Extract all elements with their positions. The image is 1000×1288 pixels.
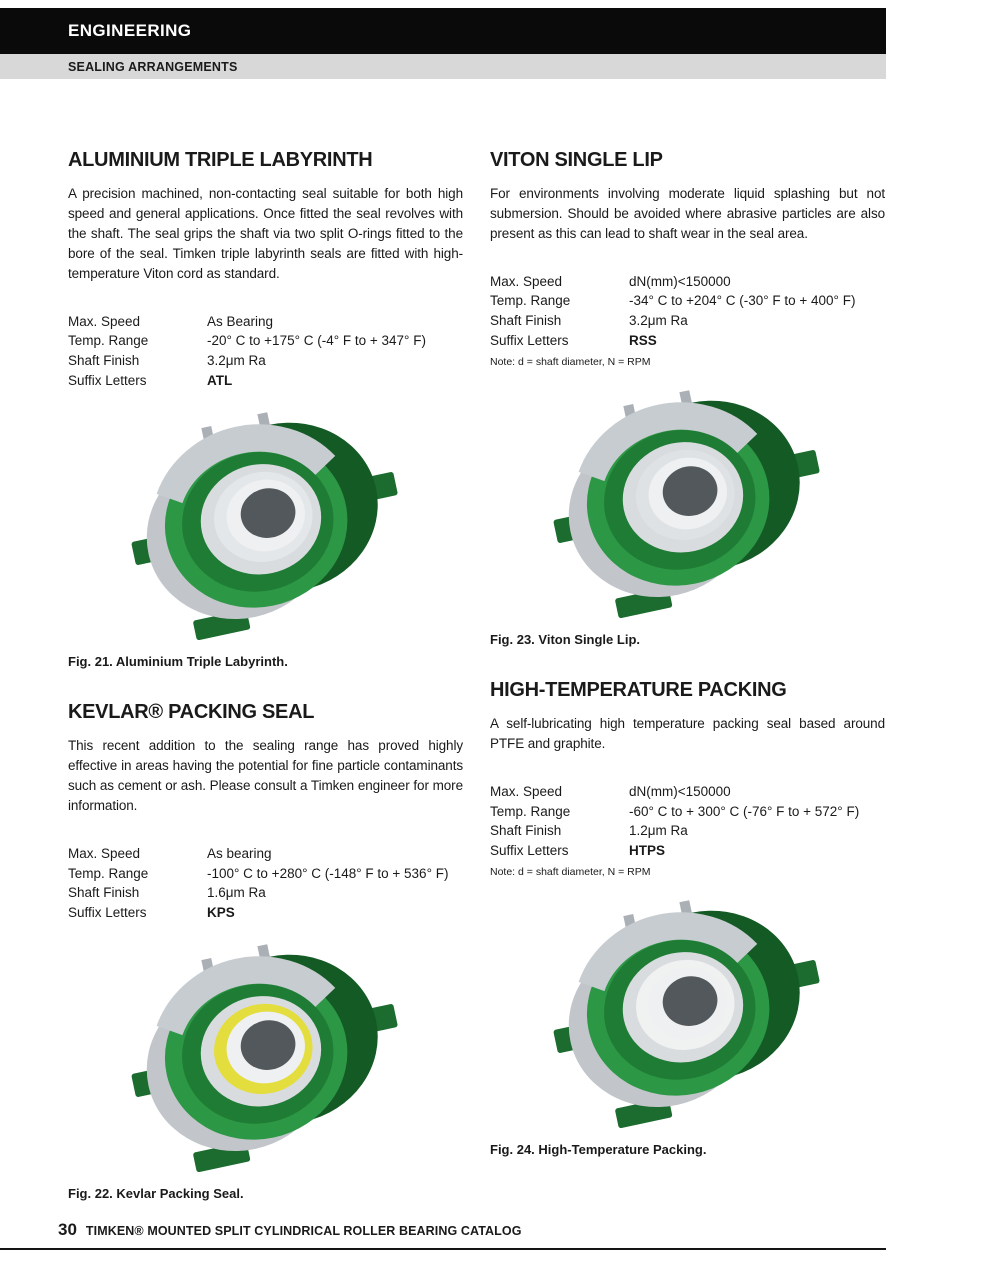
spec-row — [490, 782, 885, 802]
seal-figure — [68, 930, 463, 1180]
section-title: VITON SINGLE LIP — [490, 149, 663, 171]
spec-label: Max. Speed — [490, 784, 563, 800]
seal-bearing-illustration — [550, 892, 825, 1130]
spec-table — [490, 272, 885, 350]
spec-row — [68, 371, 463, 391]
spec-row — [68, 883, 463, 903]
section-aluminium-triple-labyrinth — [68, 149, 463, 669]
spec-value: As Bearing — [207, 313, 274, 329]
seal-figure — [490, 886, 885, 1136]
spec-row — [490, 311, 885, 331]
seal-bearing-illustration — [128, 936, 403, 1174]
spec-label: Max. Speed — [68, 313, 141, 329]
spec-table — [490, 782, 885, 860]
section-description: For environments involving moderate liquid splashing but not submersion. Should be avoided where abrasive particles are also present as this can lead to shaft wear in the seal area. — [490, 186, 885, 241]
spec-value: As bearing — [207, 845, 272, 861]
spec-label: Temp. Range — [490, 803, 571, 819]
spec-label: Max. Speed — [490, 273, 563, 289]
spec-label: Temp. Range — [68, 333, 149, 349]
page-header-title: ENGINEERING — [68, 21, 192, 40]
section-description: This recent addition to the sealing range has proved highly effective in areas having the potential for fine particle contaminants such as cement or ash. Please consult a Timken engineer for more information. — [68, 738, 463, 813]
seal-bearing-illustration — [128, 404, 403, 642]
spec-value: dN(mm)<150000 — [629, 784, 731, 800]
spec-table — [68, 844, 463, 922]
figure-caption: Fig. 23. Viton Single Lip. — [490, 632, 640, 648]
spec-row — [68, 331, 463, 351]
seal-figure — [490, 376, 885, 626]
footer-catalog-title: TIMKEN® MOUNTED SPLIT CYLINDRICAL ROLLER BEARING CATALOG — [85, 1224, 522, 1238]
spec-label: Shaft Finish — [490, 313, 562, 329]
spec-value-suffix: KPS — [207, 904, 235, 920]
spec-value: -60° C to + 300° C (-76° F to + 572° F) — [629, 803, 860, 819]
spec-label: Suffix Letters — [68, 904, 147, 920]
spec-value: 3.2μm Ra — [629, 313, 688, 329]
section-kevlar-packing-seal — [68, 701, 463, 1201]
section-title: ALUMINIUM TRIPLE LABYRINTH — [68, 149, 373, 171]
spec-value: 3.2μm Ra — [207, 352, 266, 368]
figure-caption: Fig. 21. Aluminium Triple Labyrinth. — [68, 654, 288, 670]
spec-value: -20° C to +175° C (-4° F to + 347° F) — [207, 333, 426, 349]
spec-value: 1.2μm Ra — [629, 823, 688, 839]
spec-label: Temp. Range — [68, 865, 149, 881]
section-title: KEVLAR® PACKING SEAL — [68, 701, 315, 724]
figure-caption: Fig. 22. Kevlar Packing Seal. — [68, 1186, 244, 1202]
page-footer — [0, 1220, 886, 1250]
spec-note: Note: d = shaft diameter, N = RPM — [490, 866, 651, 879]
spec-label: Max. Speed — [68, 845, 141, 861]
seal-bearing-illustration — [550, 382, 825, 620]
spec-row — [68, 903, 463, 923]
spec-label: Suffix Letters — [68, 372, 147, 388]
spec-label: Temp. Range — [490, 293, 571, 309]
left-column — [68, 149, 463, 1233]
figure-caption: Fig. 24. High-Temperature Packing. — [490, 1142, 707, 1158]
spec-label: Suffix Letters — [490, 842, 569, 858]
spec-value: 1.6μm Ra — [207, 885, 266, 901]
spec-row — [490, 821, 885, 841]
page-number: 30 — [58, 1220, 77, 1239]
spec-value: dN(mm)<150000 — [629, 273, 731, 289]
page-subheader-title: SEALING ARRANGEMENTS — [68, 59, 238, 74]
spec-value-suffix: HTPS — [629, 842, 666, 858]
spec-value-suffix: ATL — [207, 372, 233, 388]
section-description: A precision machined, non-contacting seal suitable for both high speed and general applications. Once fitted the seal revolves with the shaft. The seal grips the shaft via two split O-rings fitted to the bore of the seal. Timken triple labyrinth seals are fitted with high-temperature Viton cord as standard. — [68, 186, 463, 281]
spec-label: Shaft Finish — [68, 352, 140, 368]
spec-row — [490, 802, 885, 822]
spec-row — [490, 331, 885, 351]
spec-row — [68, 864, 463, 884]
catalog-page — [0, 8, 1000, 1288]
spec-row — [490, 841, 885, 861]
spec-label: Shaft Finish — [490, 823, 562, 839]
page-subheader-bar — [0, 54, 886, 79]
spec-row — [490, 291, 885, 311]
spec-value: -100° C to +280° C (-148° F to + 536° F) — [207, 865, 449, 881]
spec-row — [68, 312, 463, 332]
seal-figure — [68, 398, 463, 648]
spec-table — [68, 312, 463, 390]
spec-value-suffix: RSS — [629, 332, 657, 348]
spec-row — [490, 272, 885, 292]
content-columns — [0, 149, 1000, 1233]
spec-label: Shaft Finish — [68, 885, 140, 901]
section-high-temperature-packing — [490, 679, 885, 1157]
right-column — [490, 149, 885, 1233]
section-description: A self-lubricating high temperature packing seal based around PTFE and graphite. — [490, 716, 885, 752]
spec-label: Suffix Letters — [490, 332, 569, 348]
spec-row — [68, 844, 463, 864]
spec-value: -34° C to +204° C (-30° F to + 400° F) — [629, 293, 856, 309]
spec-row — [68, 351, 463, 371]
page-header-bar — [0, 8, 886, 54]
section-viton-single-lip — [490, 149, 885, 647]
section-title: HIGH-TEMPERATURE PACKING — [490, 679, 787, 702]
spec-note: Note: d = shaft diameter, N = RPM — [490, 356, 651, 369]
